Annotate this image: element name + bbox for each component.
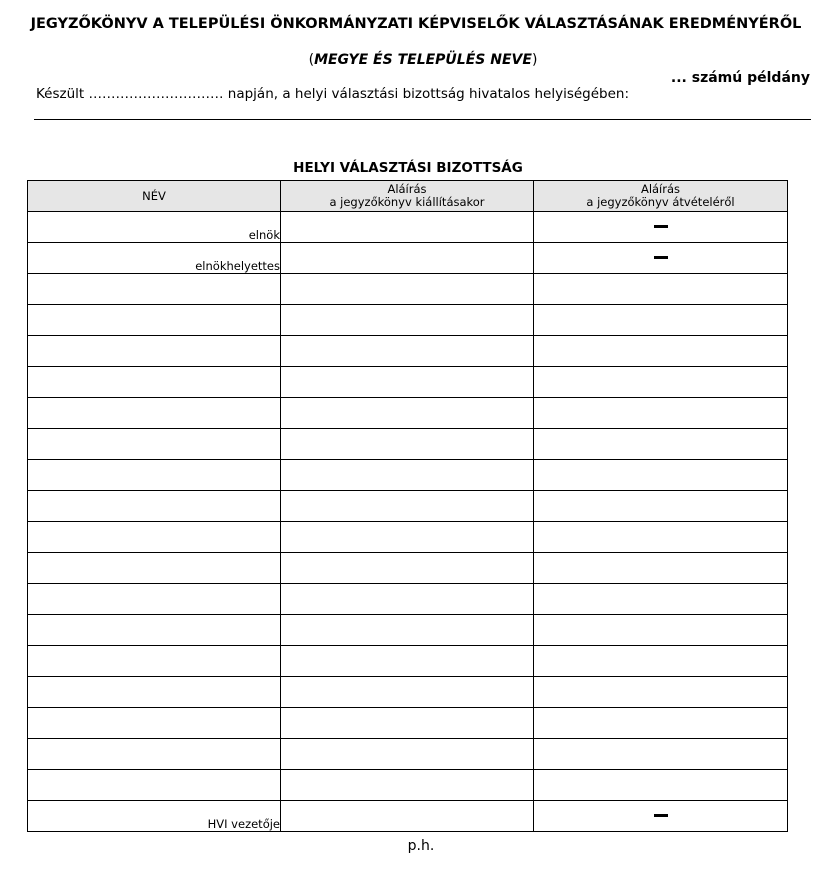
name-cell[interactable]	[28, 336, 281, 367]
signature-receipt-cell[interactable]	[534, 770, 788, 801]
name-cell[interactable]	[28, 677, 281, 708]
table-header-row	[28, 181, 788, 212]
table-row	[28, 460, 788, 491]
name-cell[interactable]	[28, 770, 281, 801]
name-cell[interactable]	[28, 615, 281, 646]
table-row	[28, 677, 788, 708]
role-label: elnökhelyettes	[195, 259, 280, 273]
name-cell[interactable]	[28, 553, 281, 584]
signature-receipt-cell[interactable]	[534, 708, 788, 739]
name-cell[interactable]	[28, 398, 281, 429]
role-label: HVI vezetője	[207, 817, 280, 831]
signature-issue-cell[interactable]	[281, 336, 534, 367]
name-cell[interactable]	[28, 243, 281, 274]
signature-issue-cell[interactable]	[281, 553, 534, 584]
table-row	[28, 243, 788, 274]
signature-issue-cell[interactable]	[281, 646, 534, 677]
signature-issue-cell[interactable]	[281, 584, 534, 615]
column-header-sign-issue	[281, 181, 534, 212]
signature-receipt-cell[interactable]	[534, 646, 788, 677]
signature-receipt-cell[interactable]	[534, 677, 788, 708]
subtitle-close-paren: )	[531, 52, 538, 68]
signature-issue-cell[interactable]	[281, 491, 534, 522]
signature-receipt-cell[interactable]	[534, 522, 788, 553]
stamp-label: p.h.	[407, 838, 435, 854]
column-header-sign-issue-line1: Aláírás	[387, 182, 427, 196]
name-cell[interactable]	[28, 491, 281, 522]
table-row	[28, 305, 788, 336]
table-row	[28, 274, 788, 305]
table-row	[28, 646, 788, 677]
table-row	[28, 770, 788, 801]
signature-receipt-cell	[534, 801, 788, 832]
table-row	[28, 708, 788, 739]
table-row	[28, 336, 788, 367]
signature-receipt-cell[interactable]	[534, 739, 788, 770]
column-header-name-text: NÉV	[142, 188, 166, 203]
signature-issue-cell[interactable]	[281, 367, 534, 398]
signature-issue-cell[interactable]	[281, 522, 534, 553]
signature-issue-cell[interactable]	[281, 429, 534, 460]
signature-issue-cell[interactable]	[281, 274, 534, 305]
name-cell[interactable]	[28, 801, 281, 832]
table-row	[28, 429, 788, 460]
signature-issue-cell[interactable]	[281, 398, 534, 429]
signature-receipt-cell[interactable]	[534, 398, 788, 429]
signature-receipt-cell[interactable]	[534, 274, 788, 305]
signature-receipt-cell	[534, 212, 788, 243]
committee-signature-table	[27, 180, 788, 832]
signature-receipt-cell[interactable]	[534, 305, 788, 336]
dash-mark	[654, 814, 668, 817]
name-cell[interactable]	[28, 646, 281, 677]
column-header-sign-receipt-line1: Aláírás	[640, 182, 681, 196]
column-header-sign-receipt	[534, 181, 788, 212]
signature-issue-cell[interactable]	[281, 212, 534, 243]
signature-issue-cell[interactable]	[281, 305, 534, 336]
name-cell[interactable]	[28, 305, 281, 336]
signature-receipt-cell[interactable]	[534, 429, 788, 460]
signature-issue-cell[interactable]	[281, 460, 534, 491]
table-row	[28, 801, 788, 832]
name-cell[interactable]	[28, 708, 281, 739]
copy-number-label: ... számú példány	[670, 70, 810, 86]
dash-mark	[654, 225, 668, 228]
header-divider	[34, 119, 811, 120]
table-row	[28, 739, 788, 770]
signature-receipt-cell[interactable]	[534, 460, 788, 491]
signature-receipt-cell[interactable]	[534, 336, 788, 367]
name-cell[interactable]	[28, 367, 281, 398]
signature-issue-cell[interactable]	[281, 243, 534, 274]
section-title: HELYI VÁLASZTÁSI BIZOTTSÁG	[293, 160, 523, 176]
county-settlement-placeholder: MEGYE ÉS TELEPÜLÉS NEVE	[314, 52, 532, 68]
column-header-sign-issue-line2: a jegyzőkönyv kiállításakor	[329, 195, 485, 209]
column-header-sign-receipt-line2: a jegyzőkönyv átvételéről	[586, 195, 735, 209]
table-row	[28, 367, 788, 398]
signature-receipt-cell[interactable]	[534, 491, 788, 522]
table-body	[28, 212, 788, 832]
table-row	[28, 491, 788, 522]
signature-receipt-cell[interactable]	[534, 553, 788, 584]
name-cell[interactable]	[28, 460, 281, 491]
signature-receipt-cell[interactable]	[534, 584, 788, 615]
signature-issue-cell[interactable]	[281, 739, 534, 770]
table-row	[28, 212, 788, 243]
dash-mark	[654, 256, 668, 259]
table-row	[28, 615, 788, 646]
column-header-name	[28, 181, 281, 212]
subtitle-open-paren: (	[308, 52, 315, 68]
signature-issue-cell[interactable]	[281, 677, 534, 708]
name-cell[interactable]	[28, 212, 281, 243]
table-row	[28, 584, 788, 615]
signature-receipt-cell[interactable]	[534, 615, 788, 646]
name-cell[interactable]	[28, 429, 281, 460]
signature-issue-cell[interactable]	[281, 770, 534, 801]
county-settlement-line	[0, 52, 832, 68]
signature-receipt-cell[interactable]	[534, 367, 788, 398]
signature-issue-cell[interactable]	[281, 708, 534, 739]
name-cell[interactable]	[28, 274, 281, 305]
signature-receipt-cell	[534, 243, 788, 274]
made-on-line: Készült ………………………… napján, a helyi választási bizottság hivatalos helyiségében:	[36, 86, 630, 102]
signature-issue-cell[interactable]	[281, 801, 534, 832]
table-row	[28, 398, 788, 429]
name-cell[interactable]	[28, 522, 281, 553]
table-row	[28, 553, 788, 584]
role-label: elnök	[248, 228, 280, 242]
signature-issue-cell[interactable]	[281, 615, 534, 646]
document-title: JEGYZŐKÖNYV A TELEPÜLÉSI ÖNKORMÁNYZATI KÉPVISELŐK VÁLASZTÁSÁNAK EREDMÉNYÉRŐL	[30, 16, 802, 32]
name-cell[interactable]	[28, 584, 281, 615]
table-row	[28, 522, 788, 553]
name-cell[interactable]	[28, 739, 281, 770]
